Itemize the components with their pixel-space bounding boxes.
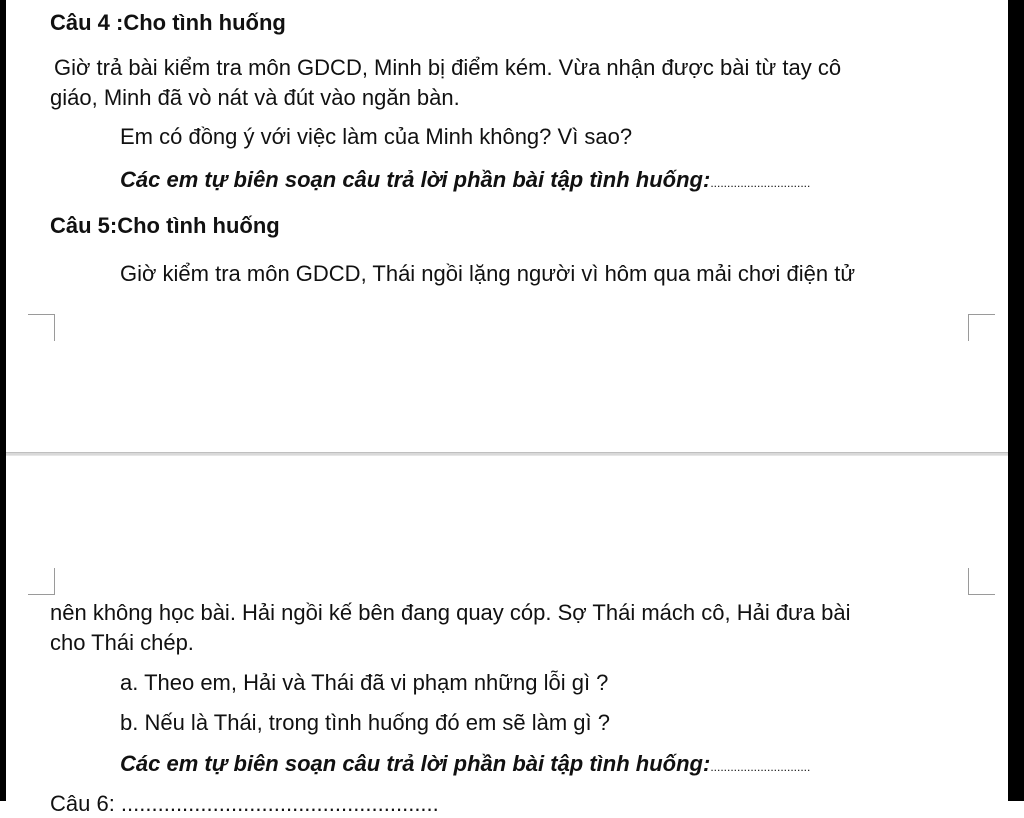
question-5-item-b: b. Nếu là Thái, trong tình huống đó em sẽ làm gì ?: [120, 710, 611, 735]
question-4-instruction-text: Các em tự biên soạn câu trả lời phần bài tập tình huống:: [120, 167, 711, 192]
page-1: [6, 0, 1008, 452]
question-4-paragraph-line-2: giáo, Minh đã vò nát và đút vào ngăn bàn.: [50, 85, 460, 110]
question-5-paragraph-line-3: cho Thái chép.: [50, 630, 194, 655]
question-5-title: Câu 5:Cho tình huống: [50, 213, 280, 238]
question-5-instruction-text: Các em tự biên soạn câu trả lời phần bài tập tình huống:: [120, 751, 711, 776]
page-margin-corner-bottom-left: [28, 568, 55, 595]
question-5-paragraph-line-2: nên không học bài. Hải ngồi kế bên đang quay cóp. Sợ Thái mách cô, Hải đưa bài: [50, 600, 851, 625]
cut-off-next-line-text: Câu 6: ....................................................: [50, 791, 439, 816]
question-5-item-a: a. Theo em, Hải và Thái đã vi phạm những lỗi gì ?: [120, 670, 609, 695]
question-4-answer-dots: ..............................: [710, 176, 811, 190]
cut-off-next-line: [50, 786, 439, 816]
question-4-paragraph-line-1: Giờ trả bài kiểm tra môn GDCD, Minh bị điểm kém. Vừa nhận được bài từ tay cô: [54, 55, 842, 80]
page-margin-corner-top-left: [28, 314, 55, 341]
question-5-instruction: [120, 750, 810, 781]
page-margin-corner-top-right: [968, 314, 995, 341]
question-5-answer-dots: ..............................: [710, 760, 811, 774]
question-4-instruction: [120, 166, 810, 197]
page-2: [6, 456, 1008, 816]
page-margin-corner-bottom-right: [968, 568, 995, 595]
question-5-paragraph-line-1: Giờ kiểm tra môn GDCD, Thái ngồi lặng người vì hôm qua mải chơi điện tử: [120, 261, 856, 286]
question-4-prompt: Em có đồng ý với việc làm của Minh không? Vì sao?: [120, 124, 633, 149]
question-4-title: Câu 4 :Cho tình huống: [50, 10, 286, 35]
